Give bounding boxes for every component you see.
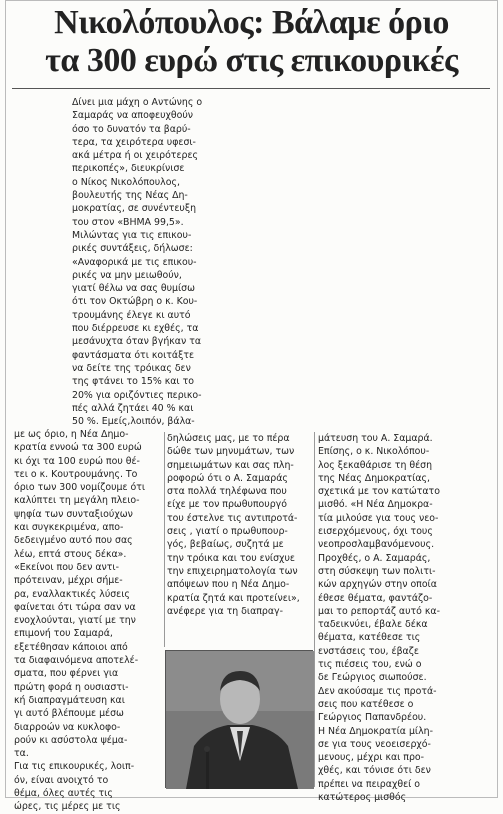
text-line: θέματα, κατέθεσε τις — [318, 632, 421, 644]
column-3 — [318, 432, 464, 804]
text-line: Για τις επικουρικές, λοιπ- — [14, 761, 135, 773]
text-line: φαίνεται ότι τώρα σαν να — [14, 601, 136, 613]
text-line: Γεώργιος Παπανδρέου. — [318, 712, 427, 724]
text-line: νεοπροσλαμβανόμενους. — [318, 539, 435, 551]
text-line: ροφορώ ότι ο Α. Σαμαράς — [167, 472, 288, 484]
text-line: τα διαφαινόμενα αποτελέ- — [14, 655, 139, 667]
text-line: όριο των 300 νομίζουμε ότι — [14, 482, 146, 494]
text-line: ταδεικνύει, έβαλε δέκα — [318, 619, 428, 631]
text-line: φαντάσματα ότι κοιτάξτε — [72, 349, 195, 361]
text-line: τει ο κ. Κουτρουμάνης. Το — [14, 468, 138, 480]
text-line: ρα, εναλλακτικές λύσεις — [14, 588, 130, 600]
text-line: στα πολλά τηλέφωνα που — [167, 486, 287, 498]
text-line: σε για τους νεοεισερχό- — [318, 738, 431, 750]
text-line: ρικές συντάξεις, δήλωσε: — [72, 243, 193, 255]
text-line: Η Νέα Δημοκρατία μίλη- — [318, 725, 433, 737]
text-line: τερα, τα χειρότερα υφεσι- — [72, 136, 196, 148]
text-line: μενους, μέχρι και προ- — [318, 752, 425, 764]
text-line: κατώτερος μισθός — [318, 792, 407, 804]
headline-line-2: τα 300 ευρώ στις επικουρικές — [45, 42, 458, 79]
column-divider-1 — [164, 432, 165, 647]
text-line: με ως όριο, η Νέα Δημο- — [14, 429, 129, 440]
text-line: του έστελνε τις αντιπροτά- — [167, 512, 298, 524]
column-2 — [167, 432, 311, 618]
text-line: δηλώσεις μας, με το πέρα — [167, 433, 290, 444]
text-line: δεδειγμένο αυτό που σας — [14, 535, 133, 547]
text-line: να δείτε της τρόικας δεν — [72, 362, 191, 374]
text-line: ώρες, τις μέρες με τις — [14, 801, 121, 813]
text-line: έθεσε θέματα, φαντάζο- — [318, 592, 433, 604]
column-1-narrow — [72, 96, 203, 428]
text-line: πρώτη φορά η ουσιαστι- — [14, 681, 129, 693]
portrait-photo-icon — [166, 651, 314, 789]
text-line: την επιχειρηματολογία των — [167, 565, 298, 577]
text-line: δε Γεώργιος σιωπούσε. — [318, 672, 427, 684]
text-line: όσο το δυνατόν τα βαρύ- — [72, 123, 191, 135]
text-line: Επίσης, ο κ. Νικολόπου- — [318, 446, 430, 458]
text-line: «Αναφορικά με τις επικου- — [72, 256, 197, 268]
text-line: «Εκείνοι που δεν αντι- — [14, 561, 119, 573]
text-line: πρότειναν, μέχρι σήμε- — [14, 575, 123, 587]
text-line: σημειωμάτων και σας πλη- — [167, 459, 294, 471]
text-line: όν, είναι ανοιχτό το — [14, 774, 109, 786]
text-line: Σαμαράς να αποφευχθούν — [72, 110, 194, 122]
text-line: κι όχι τα 100 ευρώ που θέ- — [14, 455, 140, 467]
text-line: 50 %. Εμείς,λοιπόν, βάλα- — [72, 416, 195, 428]
text-line: σεις , γιατί ο πρωθυπουρ- — [167, 526, 288, 538]
text-line: και συγκεκριμένα, απο- — [14, 522, 124, 534]
text-line: τις πιέσεις του, ενώ ο — [318, 659, 422, 671]
text-line: λος ξεκαθάρισε τη θέση — [318, 459, 433, 471]
text-line: ανέφερε για τη διαπραγ- — [167, 605, 283, 617]
column-divider-2 — [314, 432, 315, 787]
text-line: τία μιλούσε για τους νεο- — [318, 512, 439, 524]
text-line: εισερχόμενους, όχι τους — [318, 526, 433, 538]
column-1-wide — [14, 428, 162, 814]
text-line: γι αυτό βλέπουμε μέσω — [14, 708, 124, 720]
text-line: επιμονή του Σαμαρά, — [14, 628, 113, 640]
headline-rule — [12, 88, 490, 89]
text-line: μάτευση του Α. Σαμαρά. — [318, 433, 433, 444]
text-line: ο Νίκος Νικολόπουλος, — [72, 176, 180, 188]
text-line: μεσάνυχτα όταν βγήκαν τα — [72, 336, 202, 348]
text-line: καλύπτει τη μεγάλη πλειο- — [14, 495, 140, 507]
text-line: είχε με τον πρωθυπουργό — [167, 499, 287, 511]
text-line: κή διαπραγμάτευση και — [14, 694, 125, 706]
text-line: ενοχλούνται, γιατί με την — [14, 615, 136, 627]
text-line: λέω, επτά στους δέκα». — [14, 548, 127, 560]
text-line: γιατί θέλω να σας θυμίσω — [72, 283, 195, 295]
text-line: του στον «ΒΗΜΑ 99,5». — [72, 216, 184, 228]
text-line: πρέπει να πειραχθεί ο — [318, 778, 421, 790]
text-line: σχετικά με τον κατώτατο — [318, 486, 440, 498]
text-line: κρατία ζητά και προτείνει», — [167, 592, 300, 604]
text-line: δώθε των μηνυμάτων, των — [167, 446, 295, 458]
text-line: της φτάνει το 15% και το — [72, 376, 194, 388]
text-line: πές αλλά ζητάει 40 % και — [72, 402, 194, 414]
text-line: ρούν κι ασύστολα ψέμα- — [14, 734, 128, 746]
headline-line-1: Νικολόπουλος: Βάλαμε όριο — [54, 4, 449, 41]
text-line: Δίνει μια μάχη ο Αντώνης ο — [72, 97, 203, 108]
text-line: 20% για οριζόντιες περικο- — [72, 389, 202, 401]
text-line: βουλευτής της Νέας Δη- — [72, 190, 188, 202]
text-line: εξετέθησαν κάποιοι από — [14, 641, 128, 653]
text-line: στη σύσκεψη των πολιτι- — [318, 565, 436, 577]
text-line: χθές, και τόνισε ότι δεν — [318, 765, 431, 777]
text-line: κών αρχηγών στην οποία — [318, 579, 437, 591]
text-line: τα. — [14, 748, 29, 760]
text-line: που διέρρευσε κι εχθές, τα — [72, 323, 199, 335]
text-line: θέμα, όλες αυτές τις — [14, 788, 113, 800]
text-line: Δεν ακούσαμε τις προτά- — [318, 685, 437, 697]
text-line: μοκρατίας, σε συνέντευξη — [72, 203, 197, 215]
text-line: διαρροών να κυκλοφο- — [14, 721, 121, 733]
text-line: τρουμάνης έλεγε κι αυτό — [72, 309, 191, 321]
text-line: την τρόικα και του ενίσχυε — [167, 552, 295, 564]
text-line: της Νέας Δημοκρατίας, — [318, 472, 431, 484]
text-line: ψηφία των συνταξιούχων — [14, 508, 133, 520]
text-line: σεις που κατέθεσε ο — [318, 698, 414, 710]
text-line: ότι τον Οκτώβρη ο κ. Κου- — [72, 296, 198, 308]
text-line: ενστάσεις του, έβαζε — [318, 645, 419, 657]
text-line: περικοπές», διευκρίνισε — [72, 163, 185, 175]
headline — [8, 4, 495, 80]
portrait-photo — [165, 650, 313, 788]
text-line: ρικές να μην μειωθούν, — [72, 269, 182, 281]
text-line: μαι το ρεπορτάζ αυτό κα- — [318, 605, 440, 617]
text-line: μισθό. «Η Νέα Δημοκρα- — [318, 499, 433, 511]
text-line: σματα, που φέρνει για — [14, 668, 119, 680]
text-line: Προχθές, ο Α. Σαμαράς, — [318, 552, 431, 564]
text-line: ακά μέτρα ή οι χειρότερες — [72, 150, 199, 162]
text-line: Μιλώντας για τις επικου- — [72, 229, 192, 241]
text-line: απόψεων που η Νέα Δημο- — [167, 579, 290, 591]
text-line: γός, βεβαίως, συζητά με — [167, 539, 284, 551]
text-line: κρατία εννοώ τα 300 ευρώ — [14, 442, 142, 454]
